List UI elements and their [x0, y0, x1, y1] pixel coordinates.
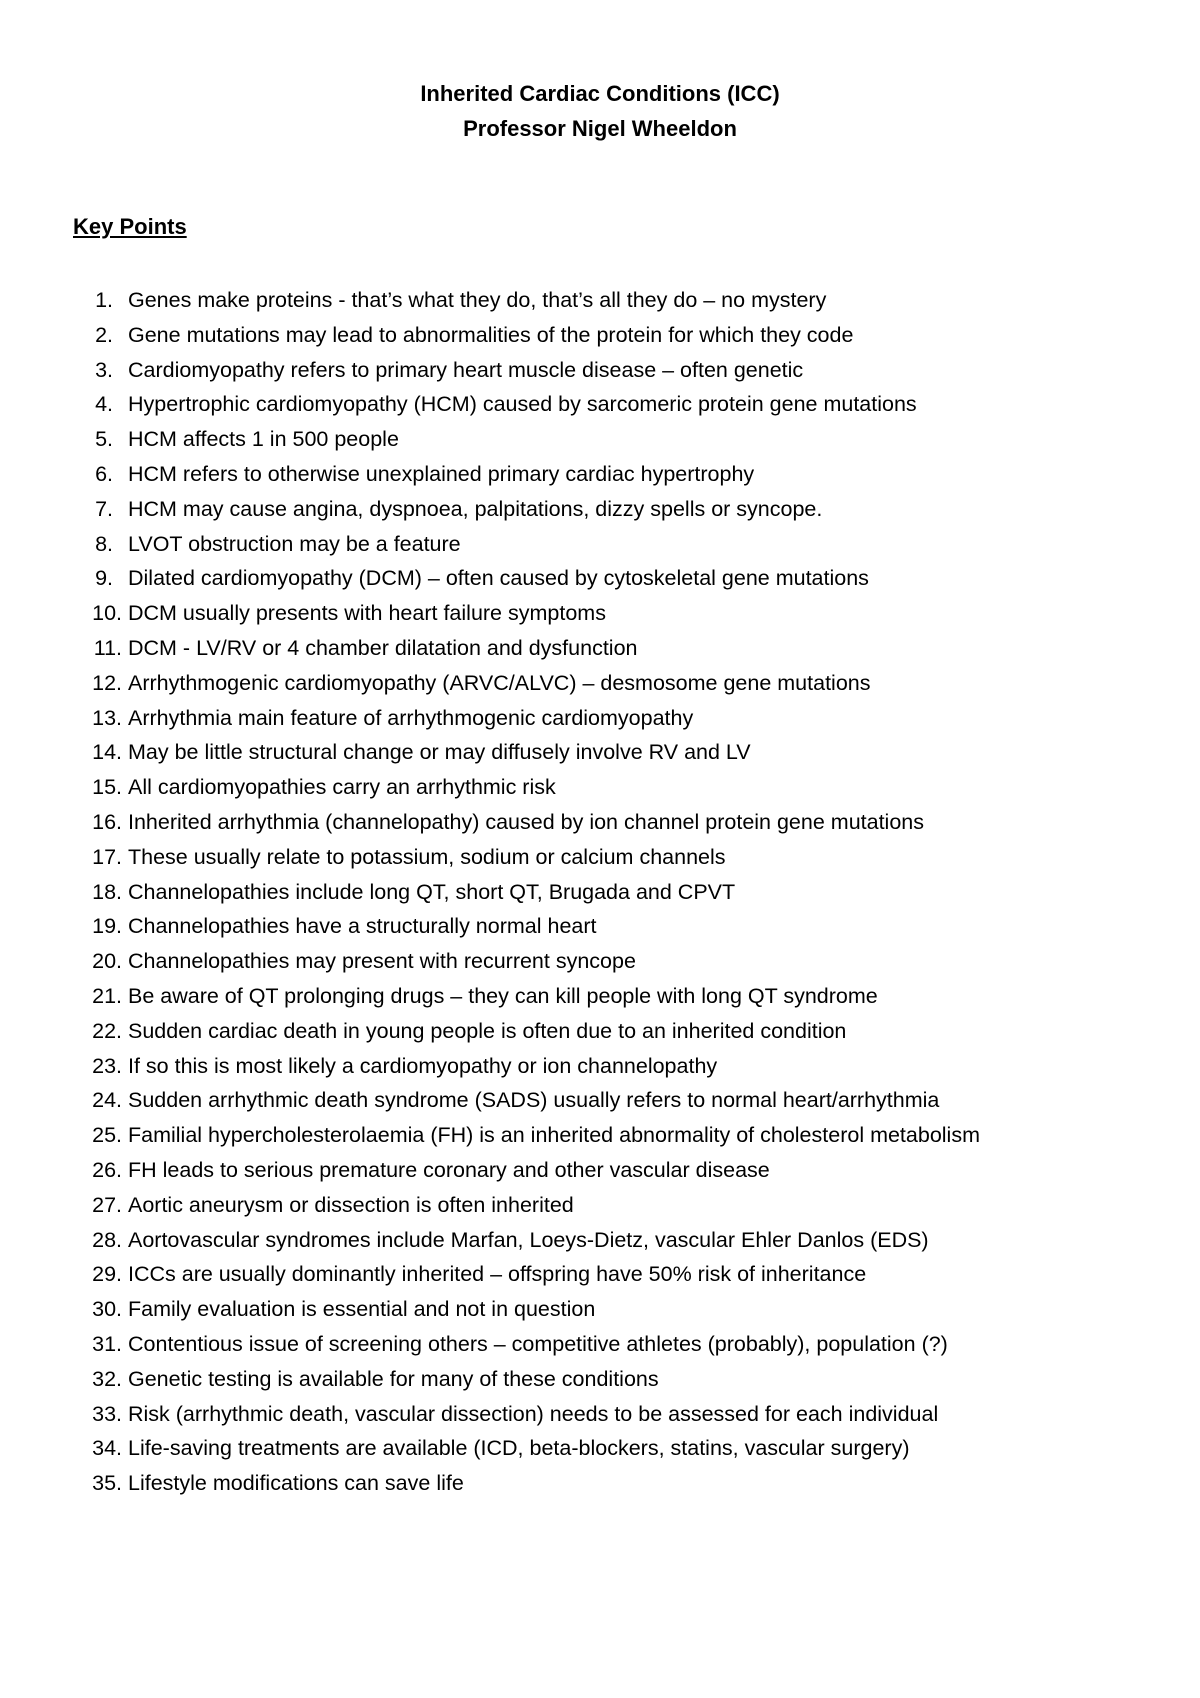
list-item-text: Genetic testing is available for many of these conditions	[128, 1366, 659, 1391]
list-item-number: 26.	[92, 1157, 122, 1182]
list-item	[78, 1327, 1188, 1362]
list-item-number: 1.	[95, 288, 113, 312]
list-item	[78, 735, 1188, 770]
list-item	[78, 979, 1188, 1014]
list-item-number: 19.	[92, 914, 122, 939]
list-item-number: 21.	[92, 983, 122, 1008]
list-item-number: 35.	[92, 1471, 122, 1496]
list-item	[78, 805, 1188, 840]
list-item-text: Gene mutations may lead to abnormalities of the protein for which they code	[128, 322, 854, 347]
list-item	[78, 422, 1188, 457]
list-item	[78, 457, 1188, 492]
list-item	[78, 1049, 1188, 1084]
list-item-text: Lifestyle modifications can save life	[128, 1471, 464, 1496]
list-item-number: 16.	[92, 809, 122, 834]
list-item-text: Contentious issue of screening others – competitive athletes (probably), population (?)	[128, 1331, 948, 1356]
list-item-text: Aortovascular syndromes include Marfan, Loeys-Dietz, vascular Ehler Danlos (EDS)	[128, 1227, 929, 1252]
list-item-number: 6.	[95, 461, 113, 486]
list-item-text: LVOT obstruction may be a feature	[128, 531, 461, 556]
list-item	[78, 318, 1188, 353]
list-item-number: 31.	[92, 1331, 122, 1356]
list-item-text: ICCs are usually dominantly inherited – offspring have 50% risk of inheritance	[128, 1262, 867, 1287]
title-block	[0, 76, 1200, 146]
list-item-number: 17.	[92, 844, 122, 869]
list-item-text: Sudden cardiac death in young people is often due to an inherited condition	[128, 1018, 847, 1043]
list-item-number: 29.	[92, 1262, 122, 1287]
list-item	[78, 875, 1188, 910]
list-item-number: 32.	[92, 1366, 122, 1391]
list-item	[78, 1466, 1188, 1501]
list-item	[78, 1397, 1188, 1432]
list-item-number: 2.	[95, 322, 113, 347]
list-item-text: FH leads to serious premature coronary and other vascular disease	[128, 1157, 770, 1182]
list-item-text: May be little structural change or may diffusely involve RV and LV	[128, 740, 751, 765]
list-item-number: 34.	[92, 1436, 122, 1461]
list-item-number: 7.	[95, 496, 113, 521]
list-item-text: HCM affects 1 in 500 people	[128, 427, 399, 452]
list-item	[78, 1083, 1188, 1118]
list-item-text: Dilated cardiomyopathy (DCM) – often caused by cytoskeletal gene mutations	[128, 566, 869, 591]
list-item-text: DCM usually presents with heart failure symptoms	[128, 601, 606, 626]
list-item-text: Familial hypercholesterolaemia (FH) is an inherited abnormality of cholesterol metabolism	[128, 1123, 980, 1148]
list-item	[78, 1118, 1188, 1153]
list-item-text: Be aware of QT prolonging drugs – they can kill people with long QT syndrome	[128, 983, 878, 1008]
list-item-text: Life-saving treatments are available (ICD, beta-blockers, statins, vascular surgery)	[128, 1436, 910, 1461]
list-item	[78, 387, 1188, 422]
list-item-number: 23.	[92, 1053, 122, 1078]
list-item-text: Inherited arrhythmia (channelopathy) caused by ion channel protein gene mutations	[128, 809, 924, 834]
list-item-number: 14.	[92, 740, 122, 765]
list-item-number: 33.	[92, 1401, 122, 1426]
key-points-list	[78, 283, 1188, 1501]
list-item-number: 4.	[95, 392, 113, 417]
list-item	[78, 909, 1188, 944]
list-item	[78, 353, 1188, 388]
list-item	[78, 1014, 1188, 1049]
list-item	[78, 840, 1188, 875]
list-item-number: 28.	[92, 1227, 122, 1252]
list-item	[78, 701, 1188, 736]
list-item-text: Hypertrophic cardiomyopathy (HCM) caused by sarcomeric protein gene mutations	[128, 392, 917, 417]
list-item	[78, 527, 1188, 562]
list-item	[78, 1223, 1188, 1258]
list-item	[78, 596, 1188, 631]
list-item-number: 18.	[92, 879, 122, 904]
list-item	[78, 1188, 1188, 1223]
list-item	[78, 561, 1188, 596]
list-item-number: 12.	[92, 670, 122, 695]
list-item-text: If so this is most likely a cardiomyopathy or ion channelopathy	[128, 1053, 718, 1078]
list-item-text: These usually relate to potassium, sodium or calcium channels	[128, 844, 726, 869]
list-item-number: 10.	[92, 601, 122, 626]
document-title: Inherited Cardiac Conditions (ICC)	[420, 81, 780, 106]
list-item-text: Arrhythmogenic cardiomyopathy (ARVC/ALVC) – desmosome gene mutations	[128, 670, 871, 695]
list-item	[78, 492, 1188, 527]
list-item	[78, 770, 1188, 805]
list-item-number: 20.	[92, 949, 122, 974]
list-item	[78, 944, 1188, 979]
list-item-text: Risk (arrhythmic death, vascular dissection) needs to be assessed for each individual	[128, 1401, 939, 1426]
list-item	[78, 666, 1188, 701]
document-author: Professor Nigel Wheeldon	[463, 116, 737, 141]
list-item	[78, 1292, 1188, 1327]
list-item-text: Channelopathies have a structurally normal heart	[128, 914, 597, 939]
list-item-number: 8.	[95, 531, 113, 556]
list-item-text: Arrhythmia main feature of arrhythmogenic cardiomyopathy	[128, 705, 694, 730]
list-item-number: 30.	[92, 1297, 122, 1322]
section-heading: Key Points	[73, 214, 187, 239]
list-item	[78, 1362, 1188, 1397]
list-item-number: 24.	[92, 1088, 122, 1113]
list-item-number: 3.	[95, 357, 113, 382]
list-item	[78, 1431, 1188, 1466]
list-item-text: Genes make proteins - that’s what they do, that’s all they do – no mystery	[128, 288, 827, 312]
list-item-text: Aortic aneurysm or dissection is often inherited	[128, 1192, 574, 1217]
list-item-number: 22.	[92, 1018, 122, 1043]
list-item-number: 27.	[92, 1192, 122, 1217]
list-item	[78, 631, 1188, 666]
list-item-number: 15.	[92, 775, 122, 800]
list-item	[78, 1153, 1188, 1188]
list-item-number: 5.	[95, 427, 113, 452]
list-item	[78, 1257, 1188, 1292]
list-item-text: Sudden arrhythmic death syndrome (SADS) usually refers to normal heart/arrhythmia	[128, 1088, 940, 1113]
list-item-text: Cardiomyopathy refers to primary heart muscle disease – often genetic	[128, 357, 804, 382]
list-item-number: 25.	[92, 1123, 122, 1148]
list-item-text: All cardiomyopathies carry an arrhythmic risk	[128, 775, 556, 800]
list-item-text: HCM may cause angina, dyspnoea, palpitations, dizzy spells or syncope.	[128, 496, 823, 521]
list-item-number: 13.	[92, 705, 122, 730]
list-item-text: Channelopathies may present with recurrent syncope	[128, 949, 636, 974]
list-item-number: 9.	[95, 566, 113, 591]
list-item-text: HCM refers to otherwise unexplained primary cardiac hypertrophy	[128, 461, 755, 486]
list-item-text: DCM - LV/RV or 4 chamber dilatation and dysfunction	[128, 635, 638, 660]
list-item-text: Family evaluation is essential and not in question	[128, 1297, 596, 1322]
list-item-text: Channelopathies include long QT, short QT, Brugada and CPVT	[128, 879, 736, 904]
list-item	[78, 283, 1188, 318]
list-item-number: 11.	[93, 635, 122, 660]
